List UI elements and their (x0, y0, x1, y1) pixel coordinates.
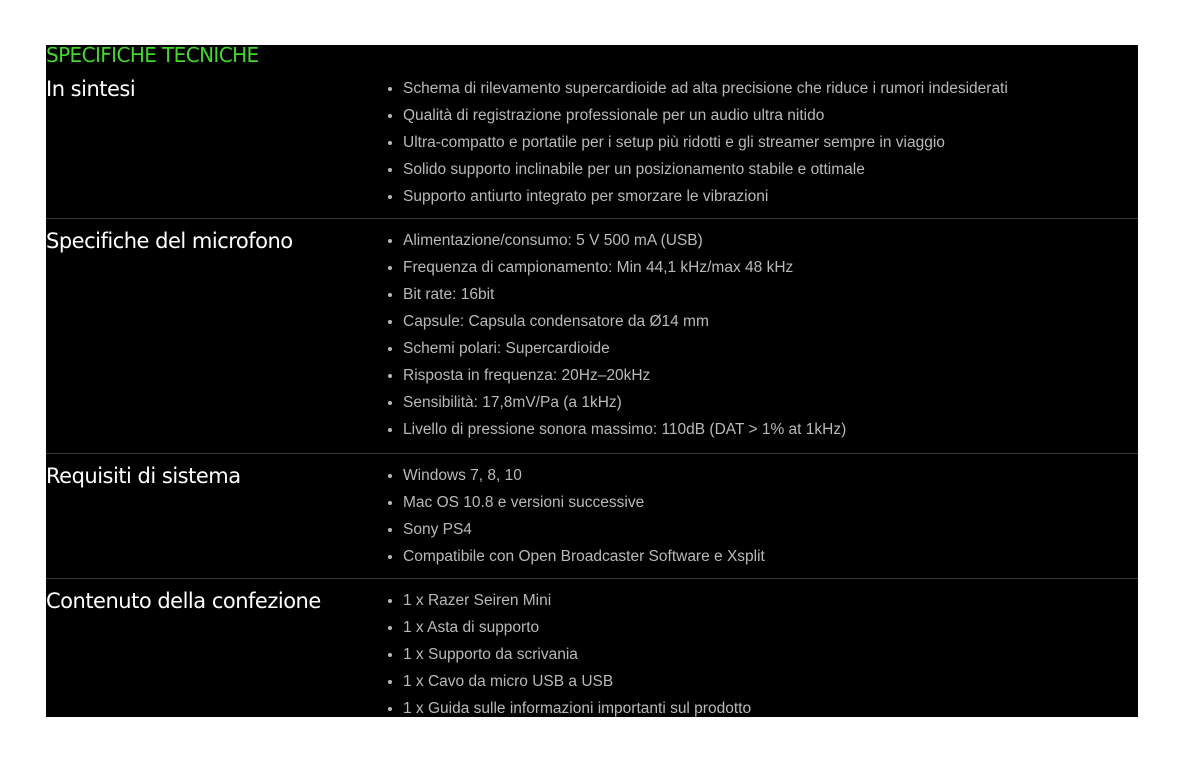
list-item: Mac OS 10.8 e versioni successive (386, 489, 765, 516)
list-item: Compatibile con Open Broadcaster Software e Xsplit (386, 543, 765, 570)
list-item: Sony PS4 (386, 516, 765, 543)
list-item: Windows 7, 8, 10 (386, 462, 765, 489)
list-item: 1 x Guida sulle informazioni importanti sul prodotto (386, 695, 751, 717)
list-item: Bit rate: 16bit (386, 281, 846, 308)
tech-specs-heading: SPECIFICHE TECNICHE (46, 45, 259, 67)
list-item: Livello di pressione sonora massimo: 110dB (DAT > 1% at 1kHz) (386, 416, 846, 443)
list-item: Sensibilità: 17,8mV/Pa (a 1kHz) (386, 389, 846, 416)
spec-list (386, 227, 846, 443)
spec-list (386, 587, 751, 717)
section-in-sintesi (46, 75, 1138, 219)
list-item: 1 x Razer Seiren Mini (386, 587, 751, 614)
section-requisiti-sistema (46, 462, 1138, 579)
list-item: Ultra-compatto e portatile per i setup più ridotti e gli streamer sempre in viaggio (386, 129, 1008, 156)
list-item: Solido supporto inclinabile per un posizionamento stabile e ottimale (386, 156, 1008, 183)
section-title: Requisiti di sistema (46, 464, 241, 488)
list-item: 1 x Asta di supporto (386, 614, 751, 641)
list-item: Schema di rilevamento supercardioide ad alta precisione che riduce i rumori indesiderati (386, 75, 1008, 102)
list-item: Schemi polari: Supercardioide (386, 335, 846, 362)
tech-specs-panel (46, 45, 1138, 717)
list-item: Risposta in frequenza: 20Hz–20kHz (386, 362, 846, 389)
list-item: Capsule: Capsula condensatore da Ø14 mm (386, 308, 846, 335)
list-item: 1 x Cavo da micro USB a USB (386, 668, 751, 695)
list-item: Frequenza di campionamento: Min 44,1 kHz/max 48 kHz (386, 254, 846, 281)
section-title: In sintesi (46, 77, 136, 101)
section-specifiche-microfono (46, 227, 1138, 454)
list-item: Supporto antiurto integrato per smorzare le vibrazioni (386, 183, 1008, 210)
list-item: Qualità di registrazione professionale per un audio ultra nitido (386, 102, 1008, 129)
section-title: Contenuto della confezione (46, 589, 321, 613)
list-item: Alimentazione/consumo: 5 V 500 mA (USB) (386, 227, 846, 254)
section-contenuto-confezione (46, 587, 1138, 717)
section-title: Specifiche del microfono (46, 229, 293, 253)
list-item: 1 x Supporto da scrivania (386, 641, 751, 668)
spec-list (386, 462, 765, 570)
spec-list (386, 75, 1008, 210)
